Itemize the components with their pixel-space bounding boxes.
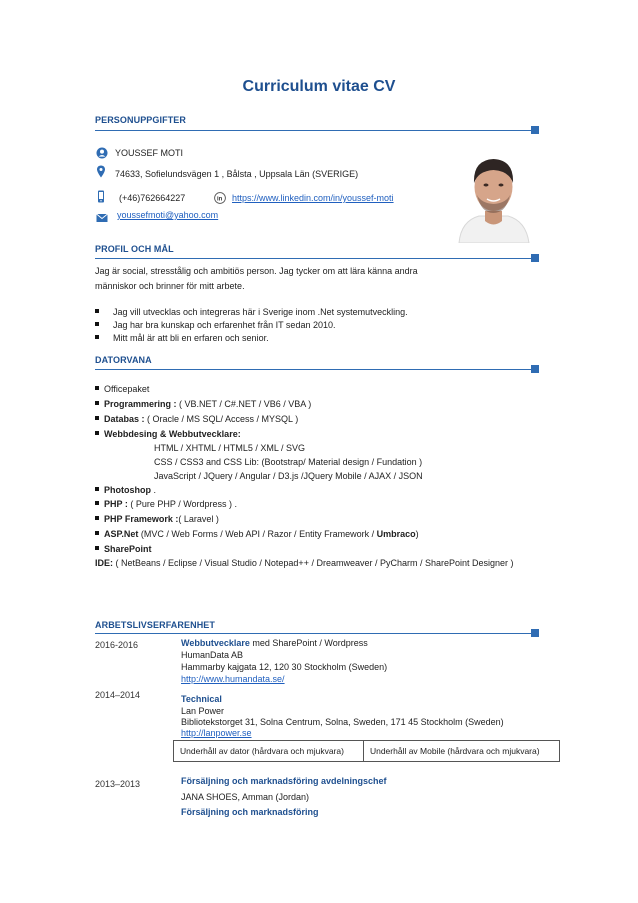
- bullet-icon: [95, 386, 99, 390]
- bullet-icon: [95, 416, 99, 420]
- job-url-link[interactable]: http://www.humandata.se/: [181, 674, 285, 684]
- page-title: Curriculum vitae CV: [242, 78, 396, 95]
- job-date: 2013–2013: [95, 779, 141, 789]
- section-marker: [531, 629, 539, 637]
- list-item: Webbdesing & Webbutvecklare:: [95, 429, 241, 439]
- profile-photo: [451, 143, 536, 243]
- job-company: JANA SHOES, Amman (Jordan): [181, 792, 310, 802]
- email-icon: [96, 210, 108, 222]
- bullet-icon: [95, 546, 99, 550]
- bullet-icon: [95, 516, 99, 520]
- bullet-icon: [95, 531, 99, 535]
- linkedin-link[interactable]: https://www.linkedin.com/in/youssef-moti: [232, 193, 394, 203]
- list-item: SharePoint: [95, 544, 152, 554]
- web-skill-line: HTML / XHTML / HTML5 / XML / SVG: [154, 443, 306, 453]
- section-rule: [95, 258, 531, 259]
- list-item: Mitt mål är att bli en erfaren och senior.: [95, 333, 269, 343]
- person-icon: [96, 146, 108, 158]
- bullet-icon: [95, 487, 99, 491]
- bullet-icon: [95, 431, 99, 435]
- section-heading-personal: PERSONUPPGIFTER: [95, 115, 187, 125]
- profile-text-line: människor och brinner för mitt arbete.: [95, 281, 245, 291]
- job-address: Bibliotekstorget 31, Solna Centrum, Solna, Sweden, 171 45 Stockholm (Sweden): [181, 717, 504, 727]
- list-item: ASP.Net (MVC / Web Forms / Web API / Razor / Entity Framework / Umbraco): [95, 529, 419, 539]
- duties-table: [173, 740, 560, 762]
- table-cell: Underhåll av dator (hårdvara och mjukvara): [174, 741, 364, 762]
- job-title: Försäljning och marknadsföring avdelningschef: [181, 776, 387, 786]
- job-company: Lan Power: [181, 706, 225, 716]
- svg-text:in: in: [217, 196, 223, 203]
- job-title: Technical: [181, 694, 222, 704]
- section-marker: [531, 254, 539, 262]
- web-skill-line: JavaScript / JQuery / Angular / D3.js /JQuery Mobile / AJAX / JSON: [154, 471, 423, 481]
- email-link[interactable]: youssefmoti@yahoo.com: [117, 210, 219, 220]
- phone-number: (+46)762664227: [119, 193, 186, 203]
- profile-text-line: Jag är social, stresstålig och ambitiös person. Jag tycker om att lära känna andra: [95, 266, 418, 276]
- bullet-icon: [95, 309, 99, 313]
- job-address: Hammarby kajgata 12, 120 30 Stockholm (Sweden): [181, 662, 388, 672]
- table-row: [174, 741, 560, 762]
- section-marker: [531, 365, 539, 373]
- job-company: HumanData AB: [181, 650, 244, 660]
- list-item: Databas : ( Oracle / MS SQL/ Access / MYSQL ): [95, 414, 298, 424]
- section-heading-profile: PROFIL OCH MÅL: [95, 244, 174, 254]
- section-rule: [95, 369, 531, 370]
- list-item: Jag har bra kunskap och erfarenhet från IT sedan 2010.: [95, 320, 335, 330]
- person-name: YOUSSEF MOTI: [115, 148, 184, 158]
- list-item: PHP : ( Pure PHP / Wordpress ) .: [95, 499, 237, 509]
- job-date: 2016-2016: [95, 640, 139, 650]
- list-item: Photoshop .: [95, 485, 156, 495]
- list-item: Jag vill utvecklas och integreras här i Sverige inom .Net systemutveckling.: [95, 307, 408, 317]
- bullet-icon: [95, 501, 99, 505]
- web-skill-line: CSS / CSS3 and CSS Lib: (Bootstrap/ Material design / Fundation ): [154, 457, 423, 467]
- section-marker: [531, 126, 539, 134]
- linkedin-icon: [214, 191, 226, 203]
- list-item: Programmering : ( VB.NET / C#.NET / VB6 / VBA ): [95, 399, 311, 409]
- list-item: Officepaket: [95, 384, 149, 394]
- job-title-line: Webbutvecklare med SharePoint / Wordpress: [181, 638, 368, 648]
- job-url-link[interactable]: http://lanpower.se: [181, 728, 252, 738]
- bullet-icon: [95, 401, 99, 405]
- table-cell: Underhåll av Mobile (hårdvara och mjukvara): [363, 741, 559, 762]
- job-date: 2014–2014: [95, 690, 141, 700]
- bullet-icon: [95, 335, 99, 339]
- job-subtitle: Försäljning och marknadsföring: [181, 807, 319, 817]
- section-heading-computer: DATORVANA: [95, 355, 152, 365]
- section-rule: [95, 633, 531, 634]
- list-item: PHP Framework :( Laravel ): [95, 514, 219, 524]
- section-rule: [95, 130, 531, 131]
- location-icon: [96, 165, 108, 177]
- ide-line: IDE: ( NetBeans / Eclipse / Visual Studio / Notepad++ / Dreamweaver / PyCharm / SharePoint Designer ): [95, 558, 514, 568]
- address: 74633, Sofielundsvägen 1 , Bålsta , Uppsala Län (SVERIGE): [115, 169, 359, 179]
- bullet-icon: [95, 322, 99, 326]
- phone-icon: [96, 190, 108, 202]
- section-heading-experience: ARBETSLIVSERFARENHET: [95, 620, 216, 630]
